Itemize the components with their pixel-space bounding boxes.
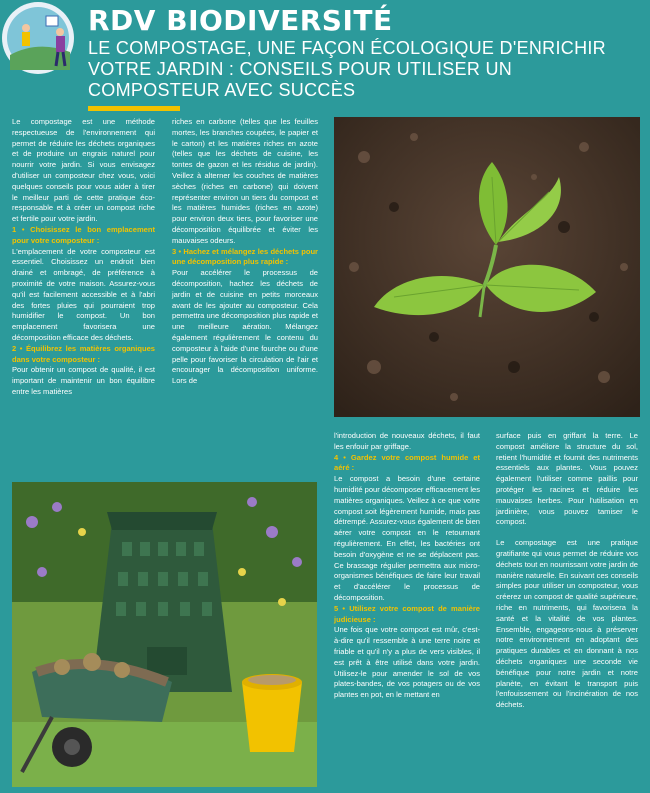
section-paragraph-3b: l'introduction de nouveaux déchets, il faut les enfouir par griffage. <box>334 431 480 451</box>
section-heading-1: 1 • Choisissez le bon emplacement pour votre composteur : <box>12 224 155 245</box>
seedling-photo <box>334 117 640 417</box>
section-heading-5: 5 • Utilisez votre compost de manière judicieuse : <box>334 603 480 624</box>
section-paragraph-5b: surface puis en griffant la terre. Le compost améliore la structure du sol, retient l'humidité et fournit des nutriments essentiels aux plantes. Vous pouvez également l'utiliser comme paillis pour protéger les racines et réduire les mauvaises herbes. Pour l'utilisation en jardinière, vous pouvez tamiser le compost. <box>496 431 638 527</box>
accent-divider <box>88 106 180 111</box>
article-column-2 <box>172 117 318 387</box>
section-paragraph-3: Pour accélérer le processus de décomposition, hachez les déchets de jardin et de cuisine en petits morceaux avant de les ajouter au composteur. Cela permettra une décomposition plus rapide et une meilleure aération. Mélangez également régulièrement le contenu du composteur à l'aide d'une fourche ou d'une pelle pour favoriser la circulation de l'air et encourager la décomposition uniforme. Lors de <box>172 268 318 386</box>
conclusion-paragraph: Le compostage est une pratique gratifiante qui vous permet de réduire vos déchets tout en nourrissant votre jardin de manière naturelle. En suivant ces conseils simples pour utiliser un composteur, vous créerez un compost de qualité supérieure, riche en nutriments, qui favorisera la santé et la vitalité de vos plantes. Ensemble, engageons-nous à préserver notre environnement en adoptant des pratiques durables et en donnant à nos déchets organiques une seconde vie bénéfique pour notre jardin et notre planète, en évitant le transport puis l'enfouissement ou l'incinération de nos déchets. <box>496 538 638 710</box>
page-subtitle: LE COMPOSTAGE, UNE FAÇON ÉCOLOGIQUE D'ENRICHIR VOTRE JARDIN : CONSEILS POUR UTILISER UN COMPOSTEUR AVEC SUCCÈS <box>88 38 606 100</box>
composter-photo <box>12 482 317 787</box>
section-heading-4: 4 • Gardez votre compost humide et aéré : <box>334 452 480 473</box>
intro-paragraph: Le compostage est une méthode respectueuse de l'environnement qui permet de réduire les déchets organiques et de produire un engrais naturel pour nourrir votre jardin. Si vous envisagez d'utiliser un composteur chez vous, voici quelques conseils pour vous aider à tirer le meilleur parti de cette pratique éco-responsable et à créer un compost riche et fertile pour votre jardin. <box>12 117 155 224</box>
section-heading-2: 2 • Équilibrez les matières organiques dans votre composteur : <box>12 343 155 364</box>
section-paragraph-4: Le compost a besoin d'une certaine humidité pour décomposer efficacement les matières organiques. Veillez à ce que votre compost soit légèrement humide, mais pas détrempé. Assurez-vous également de bien aérer votre compost en le retournant régulièrement. En effet, les bactéries ont besoin d'oxygène et ne se déplacent pas. Ce brassage régulier permettra aux micro-organismes bénéfiques de faire leur travail et d'accélérer le processus de décomposition. <box>334 474 480 602</box>
section-heading-3: 3 • Hachez et mélangez les déchets pour une décomposition plus rapide : <box>172 246 318 267</box>
section-paragraph-2b: riches en carbone (telles que les feuilles mortes, les branches coupées, le papier et le carton) et les matières riches en azote (telles que les déchets de cuisine, les tontes de gazon et les résidus de jardin). Veillez à alterner les couches de matières sèches (riches en carbone) qui doivent représenter environ un tiers du compost et les matières humides (riches en azote) pour environ deux tiers, pour favoriser une décomposition équilibrée et éviter les mauvaises odeurs. <box>172 117 318 245</box>
article-column-4 <box>496 431 638 711</box>
page-title: RDV BIODIVERSITÉ <box>88 4 393 37</box>
section-paragraph-1: L'emplacement de votre composteur est essentiel. Choisissez un endroit bien drainé et ombragé, de préférence à proximité de votre maison. Assurez-vous qu'il est facilement accessible et à l'abri des fortes pluies qui pourraient trop humidifier le compost. Un bon emplacement favorisera une décomposition efficace des déchets. <box>12 246 155 342</box>
section-paragraph-2a: Pour obtenir un compost de qualité, il est important de maintenir un bon équilibre entre les matières <box>12 365 155 396</box>
section-paragraph-5a: Une fois que votre compost est mûr, c'est-à-dire qu'il ressemble à une terre noire et friable et qu'il n'y a plus de vers visibles, il est prêt à être utilisé dans votre jardin. Utilisez-le pour amender le sol de vos plates-bandes, de vos potagers ou de vos plantes en pot, en le mettant en <box>334 625 480 700</box>
article-column-1 <box>12 117 155 398</box>
article-column-3 <box>334 431 480 701</box>
biodiversity-logo-icon <box>0 0 80 80</box>
